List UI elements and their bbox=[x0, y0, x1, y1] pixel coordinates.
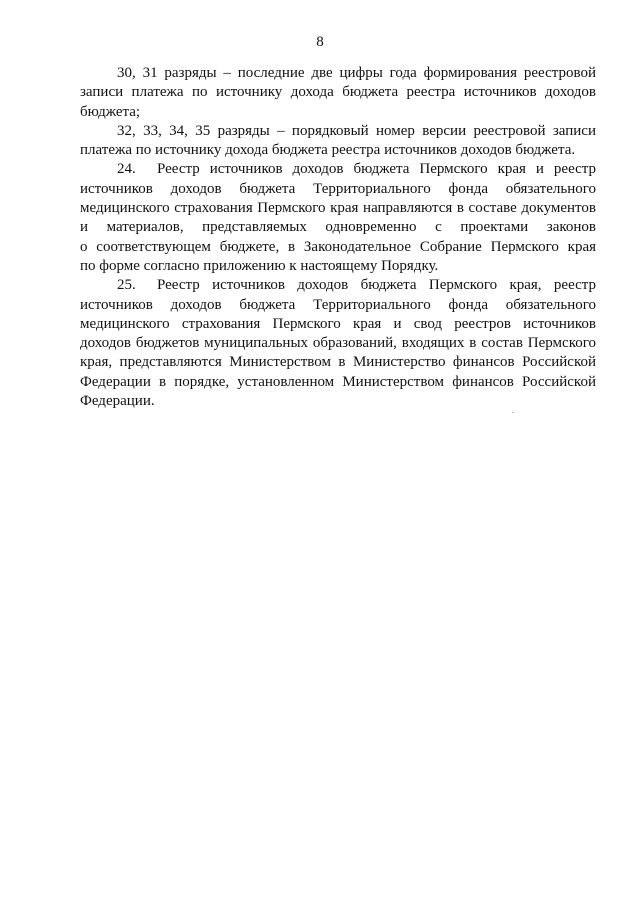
document-body bbox=[80, 64, 596, 411]
paragraph-digits-32-35 bbox=[80, 122, 596, 161]
text-line bbox=[80, 276, 596, 295]
paragraph-number: 24. bbox=[117, 161, 136, 178]
paragraph-number: 25. bbox=[117, 277, 136, 294]
text-line: о соответствующем бюджете, в Законодательное Собрание Пермского края bbox=[80, 238, 596, 255]
text-line: доходов бюджетов муниципальных образований, входящих в состав Пермского bbox=[80, 335, 596, 352]
paragraph-digits-30-31 bbox=[80, 64, 596, 122]
page-number: 8 bbox=[316, 34, 324, 50]
text-line: Федерации в порядке, установленном Министерством финансов Российской bbox=[80, 373, 596, 390]
scan-speck bbox=[512, 412, 514, 413]
text-line: медицинского страхования Пермского края направляются в составе документов bbox=[80, 200, 596, 217]
text-line bbox=[80, 160, 596, 179]
text-line: Федерации. bbox=[80, 393, 155, 410]
text-line: медицинского страхования Пермского края и свод реестров источников bbox=[80, 315, 596, 332]
text-line: бюджета; bbox=[80, 103, 141, 120]
text-line-content: Реестр источников доходов бюджета Пермского края, реестр bbox=[157, 277, 596, 294]
paragraph-24 bbox=[80, 160, 596, 276]
text-line: источников доходов бюджета Территориального фонда обязательного bbox=[80, 180, 596, 197]
paragraph-25 bbox=[80, 276, 596, 411]
text-line: 32, 33, 34, 35 разряды – порядковый номер версии реестровой записи bbox=[117, 122, 596, 139]
text-line: платежа по источнику дохода бюджета реестра источников доходов бюджета. bbox=[80, 142, 576, 159]
text-line: и материалов, представляемых одновременно с проектами законов bbox=[80, 219, 596, 236]
text-line-content: Реестр источников доходов бюджета Пермского края и реестр bbox=[157, 161, 596, 178]
text-line: края, представляются Министерством в Министерство финансов Российской bbox=[80, 354, 596, 371]
text-line: по форме согласно приложению к настоящему Порядку. bbox=[80, 257, 439, 274]
text-line: записи платежа по источнику дохода бюджета реестра источников доходов bbox=[80, 84, 596, 101]
text-line: 30, 31 разряды – последние две цифры года формирования реестровой bbox=[117, 65, 596, 81]
text-line: источников доходов бюджета Территориального фонда обязательного bbox=[80, 296, 596, 313]
